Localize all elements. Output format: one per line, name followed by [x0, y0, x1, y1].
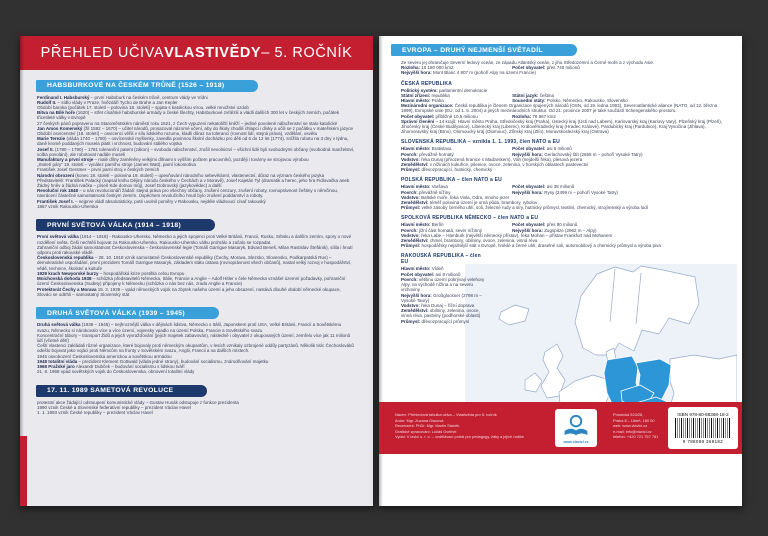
vlavici-logo-icon — [559, 413, 593, 439]
text-segment: Ferdinand I. Habsburský – první Habsburk na českém trůně, centrum vlády ve Vídni — [37, 94, 208, 100]
text-segment: Čeští vlastenci zakládali různé organizace, které bojovaly proti německým okupantům, v lesích vznikaly ozbrojené oddíly partyzánů. Několik tisíc Čechoslováků odešlo bojovat jako vojáci proti Němcům na fronty v Sovětském svazu, Anglii, Francii a na dalších místech. — [37, 343, 354, 354]
text-segment: Hlavní město: Berlín — [401, 222, 444, 228]
text-segment: Povrch: většinu území pokrývají velehory Alpy, na východě nížina a na severu vrchoviny — [401, 276, 485, 293]
isbn-barcode — [675, 418, 731, 438]
text-segment: Nejvyšší hora: Zugspitze (2962 m – Alpy) — [512, 227, 597, 233]
country-title-czech: ČESKÁ REPUBLIKA — [401, 80, 453, 87]
text-segment: Bitva na Bílé hoře (1620) – střet císařské habsburské armády a české šlechty, Habsburkové zvítězili a vládli dalších 300 let v českých zemích, počátek třicetileté války v Evropě — [37, 110, 340, 121]
country-title-slovakia: SLOVENSKÁ REPUBLIKA – vznikla 1. 1. 1993, člen NATO a EU — [401, 139, 560, 146]
text-segment: Mezinárodní organizace: Česká republika je členem Organizace spojených národů (OSN, od 19. ledna 1993), Severoatlantické aliance (NATO, od 12. března 1999), Evropské unie (EU, od 1. 5. 2004) a jiných mezinárodních struktur. Od 21. prosince 2007 je také součástí Schengenského prostoru. — [401, 103, 718, 114]
text-segment: Druhá světová válka (1939 – 1945) – nejhroznější válka v dějinách lidstva, Německo s Itálií, Japonskem proti USA, Velké Británii, Francii a Sovětskému svazu, Německo si nárokovalo více a více území, vojensky vpadlo na území Polska, Francie a Sovětského svazu — [37, 322, 342, 333]
text-segment: Představitelé: František Palacký (napsal knihu Dějiny národu českého v Čechách a v Moravě), Josef Kajetán Tyl (dramatik a herec, jeho hra Fidlovačka aneb Žádný hněv a žádná rvačka – píseň Kde domov můj), Josef Dobrovský (jazykovědec) a další — [37, 177, 350, 188]
text-segment: Hlavní město: Praha — [401, 98, 444, 104]
text-segment: Počet obyvatel: asi 5 milionů — [512, 146, 572, 152]
text-segment: Vodstvo: řeka Dunaj – říční doprava — [401, 302, 475, 308]
text-segment: Vydal: V lavici s. r. o. – vzdělávací portál pro pedagogy, žáky a jejich rodiče — [395, 434, 524, 440]
text-line — [37, 178, 355, 188]
section-header-habsburg: HABSBURKOVÉ NA ČESKÉM TRŮNĚ (1526 – 1918) — [36, 80, 258, 92]
text-segment: Marie Terezie (vláda 1740 – 1780) – osvícenské myšlenky, zavedla povinnou školní docházku pro děti od 6 do 12 let (1774), snížila robotu na 3 dny v týdnu, daně kromě poddaných musela platit i vrchnost, budování stálého vojska — [37, 136, 349, 147]
text-segment: První světová válka (1914 – 1918) - Rakousko-Uhersko, Německo a jejich spojenci proti Velké Británii, Francii, Rusku, Srbsku a dalším zemím, spory o nové rozdělení světa. Češi nechtěli bojovat za Rakousko-Uhersko. Rakousko-Uhersko válku prohrálo a začalo se rozpadat. — [37, 234, 352, 245]
text-line — [37, 322, 355, 332]
section-ww1 — [37, 234, 355, 296]
country-lines-austria — [401, 266, 487, 323]
text-line — [401, 119, 728, 135]
text-segment: Mnichovská dohoda 1938 – schůzka představitelů Německa, Itálie, Francie a Anglie – Adolf Hitler v čele Německa vznášel územní požadavky, pohraniční území Československa (Sudety) připojeny k Německu (schůzka o nás bez nás, zrada Anglie a Francie) — [37, 276, 346, 287]
text-segment: Protektorát Čechy a Morava 15. 3. 1939 – vpád německých vojsk na zbytek našeho území a jeho obsazení, nastává dlouhé období německé okupace, Slováci se odtrhli – samostatný Slovenský stát — [37, 286, 341, 297]
footer — [379, 402, 742, 454]
text-segment: Vodstvo: řeka Dunaj (přirozená hranice s Maďarskem), Váh (nejdelší řeka), plesová jezera — [401, 156, 583, 162]
text-segment: Zemědělství: v nížinách kukuřice, pšenice, ovoce, zelenina, v horských oblastech pastevectví — [401, 162, 589, 168]
text-segment: Koncentrační tábory – transport Židů a jejich vyvražďování (jejich majetek zabavován), následně i obyvatel z okupovaných území, zemřelo více jak 11 milionů lidí (včetně dětí) — [37, 332, 351, 344]
text-segment: 1948 totalitní vláda – prezident Klement Gottwald (vláda jedné strany), budování socialismu, znárodňování majetku — [37, 358, 269, 364]
text-segment: Povrch: jižní část hornatá, sever nížinný — [401, 227, 483, 233]
text-segment: e-mail: info@vlavici.cz — [613, 428, 652, 434]
text-segment: Státní jazyk: čeština — [512, 92, 554, 98]
text-line — [37, 136, 355, 146]
text-line — [401, 319, 487, 324]
text-segment: Nejvyšší hora: Gerlachovský štít (2655 m – pohoří Vysoké Tatry) — [512, 151, 643, 157]
text-segment: Prosecká 524/26, — [613, 412, 644, 417]
text-segment: Grafické zpracování: Lukáš Gvelhel — [395, 428, 457, 434]
text-line — [37, 276, 355, 286]
footer-contact — [613, 412, 658, 440]
text-segment: „Století páry“ 19. století – vynález parního stroje (James Watt), parní lokomotiva — [37, 162, 196, 168]
text-segment: Počet obyvatel: přes 80 milionů — [512, 222, 578, 228]
text-segment: 1929 krach Newyorské burzy – hospodářská krize postihla celou Evropu — [37, 270, 185, 276]
text-segment: František Josef Gerstner – první parní stroj v českých zemích — [37, 167, 160, 173]
text-segment: Název: Přehledová tabulka učiva – Vlastivěda pro 5. ročník — [395, 412, 497, 417]
country-czech — [379, 81, 742, 135]
text-segment: Národní obrození (konec 18. století – polovina 19. století) – upevňování národního sebevědomí, vlastenectví, důraz na význam českého jazyka — [37, 172, 325, 178]
text-segment: František Josef I. – nejprve vládl absolutisticky, poté uvolnil poměry v Rakousku, nejdéle vládnoucí císař rakouský — [37, 198, 266, 204]
text-line — [37, 234, 355, 244]
text-segment: Povrch: převážně hornatý — [401, 151, 454, 157]
footer-credits — [395, 412, 524, 440]
country-slovakia — [379, 139, 742, 172]
text-segment: Průmysl: dřevozpracující průmysl — [401, 318, 470, 324]
text-segment: Josef II. (1780 – 1790) – 1781 toleranční patent (zákon) – svoboda náboženství, zrušil nevolnictví – všichni lidé byli svobodnými občany (svobodná manželství, volba povolání), ale robotovat nadále museli — [37, 146, 355, 157]
text-segment: Praha 8 – Libeň, 180 00 — [613, 417, 655, 423]
text-segment: protestní akce žádající odstoupení komunistické vlády – Gustav Husák odstupuje z funkce prezidenta — [37, 399, 239, 405]
text-segment: 21. 8. 1968 vpád sovětských vojsk do Československa, obnovení totalitní vlády — [37, 369, 195, 375]
text-segment: Revoluční rok 1848 – u nás revolucionáři žádali: stejná práva pro všechny občany, zrušení cenzury, zrušení roboty, rovnoprávnost češtiny s němčinou, navrácení částečné samostatnosti českým zemím. Úspěchem revolučního hnutí bylo zrušení poddanství a roboty. — [37, 188, 339, 199]
publisher-url: www.vlavici.cz — [563, 439, 589, 444]
text-line — [401, 308, 487, 318]
text-segment: Hlavní město: Vídeň — [401, 266, 444, 272]
text-segment: Počet obyvatel: přibližně 10,5 milionu — [401, 113, 478, 119]
text-line — [37, 110, 355, 120]
page-title — [20, 36, 373, 70]
text-segment: Hlavní město: Bratislava — [401, 146, 452, 152]
section-velvet-revolution — [37, 400, 355, 416]
text-segment: Ze severu jej ohraničuje Severní ledový oceán, ze západu Atlantský oceán, z jihu Středozemní a Černé moře a z východu Asie. — [401, 60, 655, 65]
section-header-ww1: PRVNÍ SVĚTOVÁ VÁLKA (1914 – 1918) — [36, 219, 215, 231]
country-title-poland: POLSKÁ REPUBLIKA – člen NATO a EU — [401, 177, 502, 184]
section-header-velvet-revolution: 17. 11. 1989 SAMETOVÁ REVOLUCE — [36, 385, 207, 397]
text-line — [37, 343, 355, 353]
text-segment: Období baroka (počátek 17. století – polovina 18. století) – spjata s katolickou vírou, velké množství ozdob — [37, 104, 249, 110]
text-line — [401, 277, 487, 293]
section-header-ww2: DRUHÁ SVĚTOVÁ VÁLKA (1939 – 1945) — [36, 307, 219, 319]
text-segment: Období osvícenství (18. století) – osvícenci věřili v sílu lidského rozumu, kladli důraz na toleranci (rovnost lidí, stejná práva), vzdělání, osvětu — [37, 130, 318, 136]
text-segment: Jan Amos Komenský (žil 1592 – 1670) – učitel národů, prosazoval názorné učení, aby do školy chodili chlapci i dívky a učili se z počátku v mateřském jazyce — [37, 125, 353, 131]
text-segment: Sousední státy: Polsko, Německo, Rakousko, Slovensko — [512, 98, 628, 104]
text-segment: Vodstvo: řeka Labe – Hamburk (největší německý přístav), řeka Mohan – přístav Frankfurt nad Mohanem — [401, 232, 613, 238]
section-ww2 — [37, 322, 355, 374]
text-segment: 1945 osvobození Československa americkou a sovětskou armádou — [37, 353, 172, 359]
text-line — [401, 205, 728, 210]
text-segment: Správní členění – 14 krajů: Hlavní město Praha, Středočeský kraj (Praha), Ústecký kraj (Ústí nad Labem), Karlovarský kraj (Karlovy Vary), Plzeňský kraj (Plzeň), Jihočeský kraj (České Budějovice), Liberecký kraj (Liberec), Královéhradecký kraj (Hradec Králové), Pardubický kraj (Pardubice), Kraj Vysočina (Jihlava), Jihomoravský kraj (Brno), Olomoucký kraj (Olomouc), Zlínský kraj (Zlín), Moravskoslezský kraj (Ostrava) — [401, 118, 723, 135]
text-line — [401, 243, 728, 248]
text-line — [37, 369, 355, 374]
red-edge-strip — [20, 436, 27, 506]
text-line — [613, 434, 658, 440]
right-page — [379, 36, 742, 506]
section-habsburg — [37, 95, 355, 209]
text-segment: Československá republika – 28. 10. 1918 vznik samostatné Československé republiky (Čechy, Morava, Slezsko, Slovensko, Podkarpatská Rus) – demokratické uspořádání, první prezident Tomáš Garrigue Masaryk, základem státu ústava (rovnoprávnost všech občanů), nastal velký rozvoj v hospodářství, vědě, technice, školství a kultuře — [37, 255, 352, 271]
text-segment: Povrch: převážně nížiny — [401, 189, 451, 195]
country-lines-poland — [401, 184, 728, 210]
text-segment: Recenzent: PhDr. Mgr. Martin Staněk — [395, 423, 460, 429]
text-segment: web: www.vlavici.cz — [613, 423, 648, 429]
text-segment: Průmysl: dřevozpracující, hutnický, chemický — [401, 167, 493, 173]
text-line — [37, 147, 355, 157]
text-line — [37, 287, 355, 297]
country-lines-czech — [401, 88, 728, 135]
text-segment: Hlavní město: Varšava — [401, 184, 448, 190]
text-line — [37, 245, 355, 255]
country-poland — [379, 177, 742, 210]
page-title-pre: PŘEHLED UČIVA — [40, 45, 165, 61]
text-segment: Počet obyvatel: přes 740 milionů — [512, 65, 580, 71]
text-segment: 1968 Pražské jaro Alexandr Dubček – budování socialismu s lidskou tváří — [37, 364, 185, 370]
isbn-block — [668, 407, 738, 449]
text-segment: Politický systém: parlamentní demokracie — [401, 87, 488, 93]
text-segment: Nejvyšší hora: Großglockner (2798 m – Vysoké Taury) — [401, 292, 482, 303]
text-segment: Zemědělství: obilniny, zelenina, ovoce, vinná réva, pastviny (podhorské oblasti) — [401, 308, 481, 319]
logo-book — [565, 428, 588, 435]
europe-intro — [379, 60, 742, 76]
page-title-post: – 5. ROČNÍK — [261, 45, 353, 61]
country-germany — [379, 215, 742, 248]
text-line — [37, 333, 355, 343]
country-lines-slovakia — [401, 146, 728, 172]
text-segment: Počet obyvatel: asi 38 milionů — [512, 184, 575, 190]
text-segment: Rozloha: 10 180 000 km2 — [401, 65, 454, 71]
country-title-austria: RAKOUSKÁ REPUBLIKA – člen EU — [401, 253, 481, 266]
text-segment: Nejvyšší hora: Mont Blanc 4 807 m (pohoří Alpy na území Francie) — [401, 70, 536, 76]
text-segment: Státní zřízení: republika — [401, 92, 450, 98]
text-segment: Autor: Mgr. Zuzana Glacová — [395, 417, 444, 423]
text-segment: Počet obyvatel: asi 8 milionů — [401, 271, 461, 277]
text-segment: Průmysl: velké zásoby černého uhlí, soli, železné rudy a síry, hutnický průmysl, textilní, chemický, strojírenský a výroba lodí — [401, 205, 649, 211]
section-header-europe: EVROPA – DRUHÝ NEJMENŠÍ SVĚTADÍL — [391, 44, 577, 56]
text-line — [37, 204, 355, 209]
isbn-label: ISBN 978-80-88368-18-2 — [677, 411, 729, 417]
text-segment: telefon: +420 721 757 781 — [613, 434, 659, 440]
text-segment: Rozloha: 78 867 km2 — [512, 113, 556, 119]
text-line — [401, 70, 728, 75]
isbn-ean-digits: 9 788088 368182 — [682, 439, 724, 445]
text-line — [401, 103, 728, 113]
country-lines-germany — [401, 222, 728, 248]
left-page-body — [20, 70, 373, 416]
text-segment: 1. 1. 1993 vznik České republiky – prezident Václav Havel — [37, 410, 153, 416]
text-segment: Průmysl: hospodářsky nejsilnější stát v Evropě, hnědé a černé uhlí, draselné soli, automobilový a chemický průmysl a výroba piva — [401, 243, 661, 249]
text-segment: Manufaktury a první stroje – malé dílny zaměněny velkými dílnami s vyšším počtem pracovníků, později i továrny se strojovou výrobou — [37, 156, 309, 162]
left-page — [20, 36, 373, 506]
text-segment: Zemědělství: téměř polovina území je orná půda, brambory, rybolov — [401, 200, 538, 206]
text-segment: 1990 vznik České a Slovenské federativní republiky – prezident Václav Havel — [37, 405, 191, 411]
text-segment: Zahraniční odboj žádal samostatnost Československa – československé legie (Tomáš Garrigue Masaryk, Edvard Beneš, Milan Rastislav Štefánik), sílila i hnutí odporu proti rakouské vládě. — [37, 244, 353, 256]
text-line — [37, 188, 355, 198]
country-austria — [379, 253, 501, 323]
text-segment: Zemědělství: chmel, brambory, obilniny, ovoce, zelenina, vinná réva — [401, 238, 538, 244]
text-line — [395, 434, 524, 440]
text-segment: Vodstvo: Baltské moře, řeka Visla, Odra, mnoho jezer — [401, 194, 510, 200]
page-title-subject: VLASTIVĚDY — [164, 45, 262, 61]
text-line — [401, 167, 728, 172]
text-segment: Rudolf II. – sídlo vlády v Praze, hvězdáři Tycho de Brahe a Jan Kepler — [37, 99, 178, 105]
text-line — [37, 410, 355, 415]
text-line — [401, 293, 487, 303]
text-segment: 1867 vznik Rakousko-Uherska — [37, 203, 99, 209]
right-page-body — [379, 36, 742, 454]
text-line — [37, 255, 355, 271]
country-title-germany: SPOLKOVÁ REPUBLIKA NĚMECKO – člen NATO a EU — [401, 215, 539, 222]
publisher-logo — [555, 409, 597, 447]
text-segment: 27 českých pánů popraveno na Staroměstském náměstí roku 1621, z Čech vypuzeni nekatoličtí kněží – jediné povolené náboženství se stalo katolické — [37, 120, 338, 126]
text-segment: Nejvyšší hora: Rysy (2499 m – pohoří Vysoké Tatry) — [512, 189, 618, 195]
logo-circle — [571, 415, 582, 426]
